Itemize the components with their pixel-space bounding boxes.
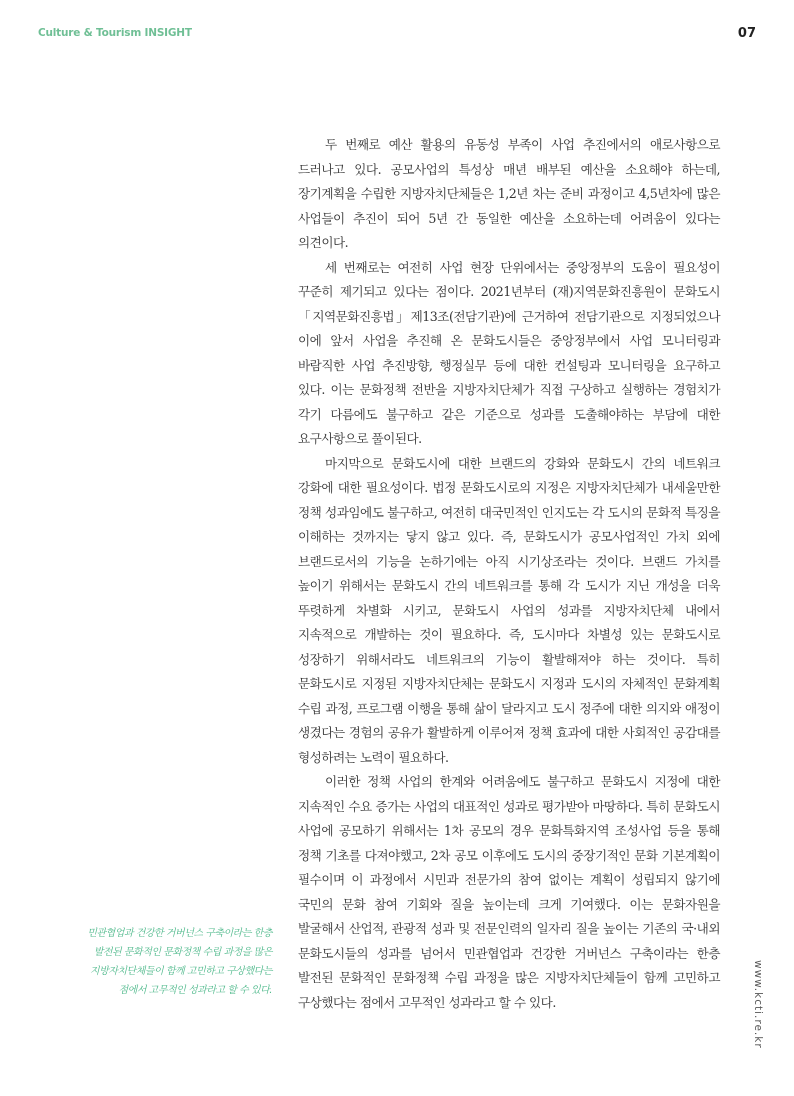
paragraph: 마지막으로 문화도시에 대한 브랜드의 강화와 문화도시 간의 네트워크 강화에 대한 필요성이다. 법정 문화도시로의 지정은 지방자치단체가 내세울만한 정책 성과임에도 불구하고, 여전히 대국민적인 인지도는 각 도시의 문화적 특징을 이해하는 것까지는 닿지 않고 있다. 즉, 문화도시가 공모사업적인 가치 외에 브랜드로서의 기능을 논하기에는 아직 시기상조라는 것이다. 브랜드 가치를 높이기 위해서는 문화도시 간의 네트워크를 통해 각 도시가 지닌 개성을 더욱 뚜렷하게 차별화 시키고, 문화도시 사업의 성과를 지방자치단체 내에서 지속적으로 개발하는 것이 필요하다. 즉, 도시마다 차별성 있는 문화도시로 성장하기 위해서라도 네트워크의 기능이 활발해져야 하는 것이다. 특히 문화도시로 지정된 지방자치단체는 문화도시 지정과 도시의 자체적인 문화계획 수립 과정, 프로그램 이행을 통해 삶이 달라지고 도시 정주에 대한 의지와 애정이 생겼다는 경험의 공유가 활발하게 이루어져 정책 효과에 대한 사회적인 공감대를 형성하려는 노력이 필요하다. (298, 455, 720, 765)
paragraph: 세 번째로는 여전히 사업 현장 단위에서는 중앙정부의 도움이 필요성이 꾸준히 제기되고 있다는 점이다. 2021년부터 (재)지역문화진흥원이 문화도시「지역문화진흥법」제13조(전담기관)에 근거하여 전담기관으로 지정되었으나 이에 앞서 사업을 추진해 온 문화도시들은 중앙정부에서 사업 모니터링과 바람직한 사업 추진방향, 행정실무 등에 대한 컨설팅과 모니터링을 요구하고 있다. 이는 문화정책 전반을 지방자치단체가 직접 구상하고 실행하는 경험치가 각기 다름에도 불구하고 같은 기준으로 성과를 도출해야하는 부담에 대한 요구사항으로 풀이된다. (298, 259, 720, 446)
article-body (298, 133, 720, 1015)
pull-quote: 민관협업과 건강한 거버넌스 구축이라는 한층 발전된 문화적인 문화정책 수립 과정을 많은 지방자치단체들이 함께 고민하고 구상했다는 점에서 고무적인 성과라고 할 수 있다. (87, 928, 272, 996)
page-number: 07 (737, 26, 756, 41)
paragraph: 두 번째로 예산 활용의 유동성 부족이 사업 추진에서의 애로사항으로 드러나고 있다. 공모사업의 특성상 매년 배부된 예산을 소요해야 하는데, 장기계획을 수립한 지방자치단체들은 1,2년 차는 준비 과정이고 4,5년차에 많은 사업들이 추진이 되어 5년 간 동일한 예산을 소요하는데 어려움이 있다는 의견이다. (298, 137, 720, 250)
header-brand: Culture & Tourism INSIGHT (38, 27, 192, 39)
site-url: www.kcti.re.kr (752, 960, 764, 1049)
paragraph: 이러한 정책 사업의 한계와 어려움에도 불구하고 문화도시 지정에 대한 지속적인 수요 증가는 사업의 대표적인 성과로 평가받아 마땅하다. 특히 문화도시 사업에 공모하기 위해서는 1차 공모의 경우 문화특화지역 조성사업 등을 통해 정책 기초를 다져야했고, 2차 공모 이후에도 도시의 중장기적인 문화 기본계획이 필수이며 이 과정에서 시민과 전문가의 참여 없이는 계획이 성립되지 않기에 국민의 문화 참여 기회와 질을 높이는데 크게 기여했다. 이는 문화자원을 발굴해서 산업적, 관광적 성과 및 전문인력의 일자리 질을 높이는 기존의 국·내외 문화도시들의 성과를 넘어서 민관협업과 건강한 거버넌스 구축이라는 한층 발전된 문화적인 문화정책 수립 과정을 많은 지방자치단체들이 함께 고민하고 구상했다는 점에서 고무적인 성과라고 할 수 있다. (298, 774, 720, 1010)
